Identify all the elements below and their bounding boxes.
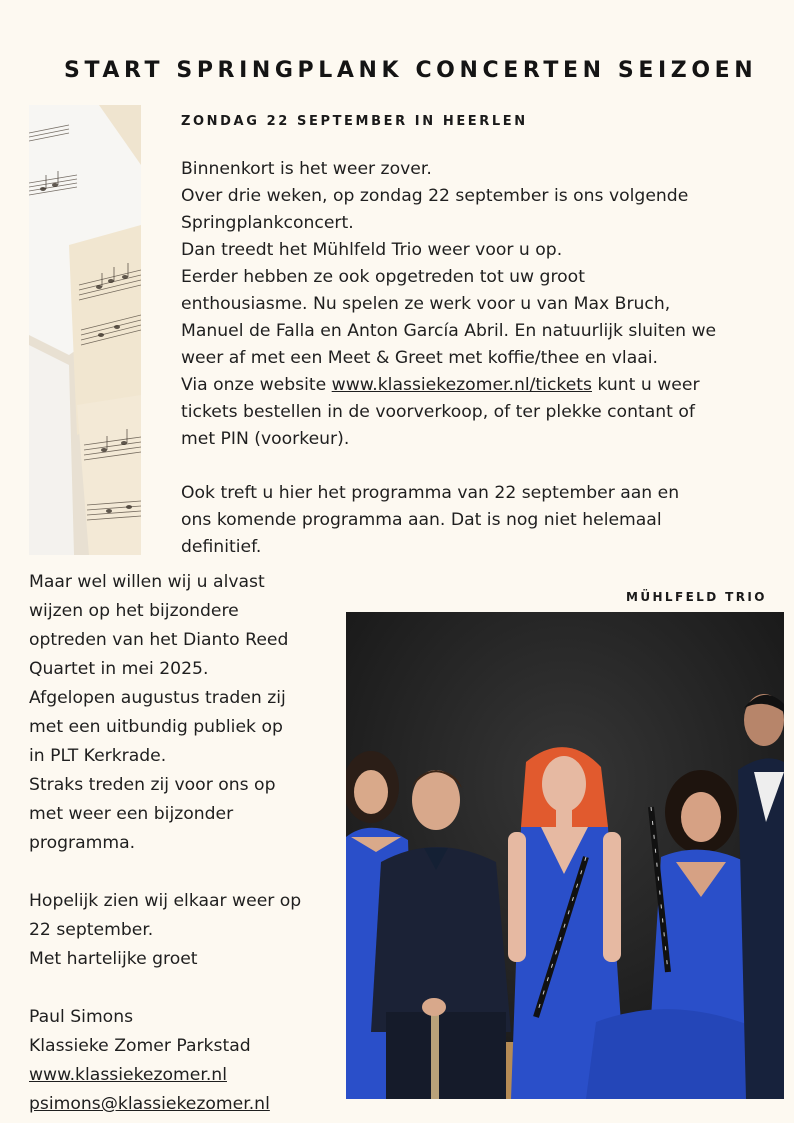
website-link[interactable]: www.klassiekezomer.nl	[29, 1065, 227, 1085]
signature-name: Paul Simons	[29, 1007, 134, 1027]
letter-line: programma.	[29, 833, 136, 853]
intro-line: Binnenkort is het weer zover.	[181, 159, 432, 179]
trio-photo	[346, 612, 784, 1099]
program-line: definitief.	[181, 537, 262, 557]
intro-line: Eerder hebben ze ook opgetreden tot uw groot	[181, 267, 585, 287]
email-link[interactable]: psimons@klassiekezomer.nl	[29, 1094, 270, 1114]
intro-line: Over drie weken, op zondag 22 september is ons volgende	[181, 186, 689, 206]
letter-line: optreden van het Dianto Reed	[29, 630, 289, 650]
intro-text	[181, 156, 781, 561]
closing-line: Hopelijk zien wij elkaar weer op	[29, 891, 302, 911]
letter-line: Afgelopen augustus traden zij	[29, 688, 286, 708]
letter-line: Maar wel willen wij u alvast	[29, 572, 265, 592]
intro-line: Springplankconcert.	[181, 213, 354, 233]
signature-org: Klassieke Zomer Parkstad	[29, 1036, 251, 1056]
tickets-line: tickets bestellen in de voorverkoop, of ter plekke contant of	[181, 402, 695, 422]
letter-line: in PLT Kerkrade.	[29, 746, 167, 766]
program-line: Ook treft u hier het programma van 22 september aan en	[181, 483, 680, 503]
photo-caption: MÜHLFELD TRIO	[626, 590, 767, 604]
closing-line: 22 september.	[29, 920, 154, 940]
page-title: START SPRINGPLANK CONCERTEN SEIZOEN	[64, 58, 758, 83]
tickets-link[interactable]: www.klassiekezomer.nl/tickets	[331, 375, 592, 395]
letter-text	[29, 568, 349, 1119]
tickets-line: met PIN (voorkeur).	[181, 429, 350, 449]
intro-line: weer af met een Meet & Greet met koffie/thee en vlaai.	[181, 348, 658, 368]
event-subtitle: ZONDAG 22 SEPTEMBER IN HEERLEN	[181, 114, 528, 129]
letter-line: Straks treden zij voor ons op	[29, 775, 276, 795]
tickets-suffix: kunt u weer	[592, 375, 700, 395]
tickets-prefix: Via onze website	[181, 375, 332, 395]
closing-line: Met hartelijke groet	[29, 949, 198, 969]
sheet-music-image	[29, 105, 141, 555]
intro-line: Manuel de Falla en Anton García Abril. En natuurlijk sluiten we	[181, 321, 717, 341]
intro-line: Dan treedt het Mühlfeld Trio weer voor u op.	[181, 240, 563, 260]
letter-line: met weer een bijzonder	[29, 804, 234, 824]
program-line: ons komende programma aan. Dat is nog niet helemaal	[181, 510, 662, 530]
intro-line: enthousiasme. Nu spelen ze werk voor u van Max Bruch,	[181, 294, 671, 314]
letter-line: Quartet in mei 2025.	[29, 659, 209, 679]
tickets-line	[181, 372, 781, 399]
letter-line: wijzen op het bijzondere	[29, 601, 239, 621]
letter-line: met een uitbundig publiek op	[29, 717, 283, 737]
